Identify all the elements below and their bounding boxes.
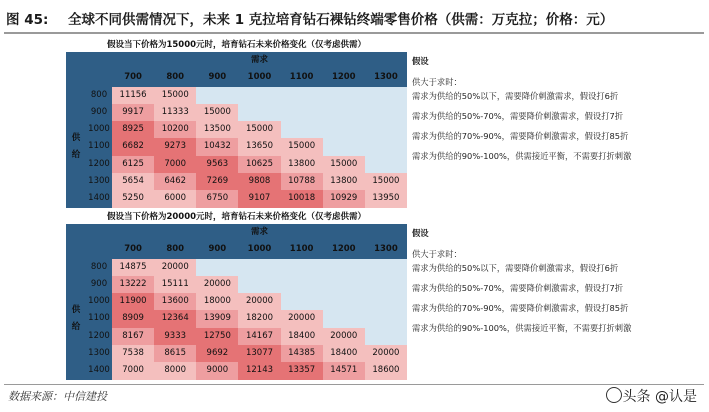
empty-cell [365, 87, 407, 104]
empty-cell [365, 259, 407, 276]
price-cell: 9808 [238, 173, 280, 190]
empty-cell [196, 259, 238, 276]
demand-column-header: 700 [112, 69, 154, 86]
empty-cell [238, 87, 280, 104]
top-note-line: 需求为供给的90%-100%，供需接近平衡，不需要打折刺激 [412, 151, 632, 161]
empty-cell [281, 259, 323, 276]
price-cell: 14167 [238, 328, 280, 345]
price-cell: 6750 [196, 190, 238, 207]
matrix-corner [66, 52, 112, 69]
empty-cell [238, 276, 280, 293]
price-cell: 15000 [281, 138, 323, 155]
matrix-corner [66, 224, 112, 241]
title-divider [4, 32, 704, 34]
demand-column-header: 1200 [323, 241, 365, 258]
price-cell: 13800 [281, 156, 323, 173]
price-cell: 13222 [112, 276, 154, 293]
demand-column-header: 900 [196, 69, 238, 86]
empty-cell [323, 310, 365, 327]
price-cell: 15000 [196, 104, 238, 121]
top-assumption-notes [412, 55, 707, 170]
top-note-line: 需求为供给的50%-70%，需要降价刺激需求，假设打7折 [412, 111, 624, 121]
price-cell: 20000 [323, 328, 365, 345]
supply-row-header: 900 [86, 276, 112, 293]
empty-cell [323, 259, 365, 276]
supply-row-header: 1000 [86, 293, 112, 310]
price-cell: 9107 [238, 190, 280, 207]
price-cell: 9333 [154, 328, 196, 345]
empty-cell [238, 259, 280, 276]
price-cell: 18200 [238, 310, 280, 327]
matrix-corner [66, 69, 112, 86]
price-cell: 15000 [365, 173, 407, 190]
top-price-matrix [66, 38, 407, 208]
empty-cell [323, 104, 365, 121]
empty-cell [365, 328, 407, 345]
figure-label: 图 45: [6, 12, 49, 28]
demand-column-header: 1100 [281, 69, 323, 86]
figure-title [6, 8, 613, 28]
demand-column-header: 1300 [365, 241, 407, 258]
supply-axis-label: 供 给 [66, 259, 86, 380]
empty-cell [323, 121, 365, 138]
demand-column-header: 700 [112, 241, 154, 258]
bottom-note-line: 需求为供给的90%-100%，供需接近平衡，不需要打折刺激 [412, 323, 632, 333]
watermark [606, 386, 697, 406]
empty-cell [323, 276, 365, 293]
bottom-matrix-heading: 假设当下价格为20000元时，培育钻石未来价格变化（仅考虑供需） [106, 212, 367, 222]
supply-axis-label: 供 给 [66, 87, 86, 208]
supply-row-header: 1200 [86, 328, 112, 345]
watermark-logo-icon [606, 387, 622, 403]
price-cell: 13500 [196, 121, 238, 138]
empty-cell [238, 104, 280, 121]
price-cell: 10432 [196, 138, 238, 155]
price-cell: 10788 [281, 173, 323, 190]
supply-row-header: 800 [86, 87, 112, 104]
price-cell: 20000 [238, 293, 280, 310]
price-cell: 10200 [154, 121, 196, 138]
bottom-note-line: 需求为供给的50%以下，需要降价刺激需求，假设打6折 [412, 263, 619, 273]
price-cell: 7538 [112, 345, 154, 362]
price-cell: 15000 [238, 121, 280, 138]
price-cell: 8615 [154, 345, 196, 362]
price-cell: 13650 [238, 138, 280, 155]
empty-cell [323, 138, 365, 155]
price-cell: 6462 [154, 173, 196, 190]
supply-row-header: 1100 [86, 310, 112, 327]
price-cell: 6682 [112, 138, 154, 155]
price-cell: 7000 [154, 156, 196, 173]
top-matrix-table [66, 52, 407, 208]
price-cell: 11900 [112, 293, 154, 310]
price-cell: 20000 [196, 276, 238, 293]
supply-row-header: 800 [86, 259, 112, 276]
matrix-corner [66, 241, 112, 258]
bottom-notes-intro: 供大于求时： [412, 249, 462, 259]
top-note-line: 需求为供给的50%以下，需要降价刺激需求，假设打6折 [412, 91, 619, 101]
price-cell: 14571 [323, 362, 365, 379]
price-cell: 18600 [365, 362, 407, 379]
price-cell: 14875 [112, 259, 154, 276]
supply-row-header: 1000 [86, 121, 112, 138]
demand-axis-label: 需求 [112, 52, 407, 69]
price-cell: 13600 [154, 293, 196, 310]
price-cell: 5654 [112, 173, 154, 190]
price-cell: 14385 [281, 345, 323, 362]
bottom-notes-title: 假设 [412, 228, 429, 238]
price-cell: 8167 [112, 328, 154, 345]
demand-axis-label: 需求 [112, 224, 407, 241]
price-cell: 18000 [196, 293, 238, 310]
bottom-price-matrix [66, 210, 407, 380]
top-note-line: 需求为供给的70%-90%，需要降价刺激需求，假设打85折 [412, 131, 629, 141]
empty-cell [365, 276, 407, 293]
price-cell: 15111 [154, 276, 196, 293]
empty-cell [365, 293, 407, 310]
bottom-note-line: 需求为供给的50%-70%，需要降价刺激需求，假设打7折 [412, 283, 624, 293]
price-cell: 20000 [281, 310, 323, 327]
figure-title-text: 全球不同供需情况下，未来 1 克拉培育钻石裸钻终端零售价格（供需：万克拉；价格：元） [68, 12, 614, 28]
price-cell: 13909 [196, 310, 238, 327]
demand-column-header: 1300 [365, 69, 407, 86]
price-cell: 6000 [154, 190, 196, 207]
bottom-matrix-table [66, 224, 407, 380]
price-cell: 5250 [112, 190, 154, 207]
top-notes-title: 假设 [412, 56, 429, 66]
supply-row-header: 900 [86, 104, 112, 121]
bottom-assumption-notes [412, 227, 707, 342]
data-source: 数据来源：中信建投 [8, 390, 107, 403]
empty-cell [323, 293, 365, 310]
demand-column-header: 1100 [281, 241, 323, 258]
demand-column-header: 900 [196, 241, 238, 258]
price-cell: 13357 [281, 362, 323, 379]
price-cell: 9273 [154, 138, 196, 155]
top-notes-intro: 供大于求时： [412, 77, 462, 87]
price-cell: 6125 [112, 156, 154, 173]
price-cell: 13950 [365, 190, 407, 207]
price-cell: 9917 [112, 104, 154, 121]
price-cell: 18400 [323, 345, 365, 362]
price-cell: 9563 [196, 156, 238, 173]
price-cell: 12750 [196, 328, 238, 345]
empty-cell [281, 121, 323, 138]
price-cell: 20000 [154, 259, 196, 276]
price-cell: 7000 [112, 362, 154, 379]
empty-cell [281, 293, 323, 310]
footer-divider [4, 384, 704, 385]
price-cell: 8925 [112, 121, 154, 138]
price-cell: 13077 [238, 345, 280, 362]
supply-row-header: 1400 [86, 190, 112, 207]
demand-column-header: 1000 [238, 69, 280, 86]
supply-row-header: 1100 [86, 138, 112, 155]
price-cell: 9692 [196, 345, 238, 362]
price-cell: 7269 [196, 173, 238, 190]
empty-cell [281, 104, 323, 121]
empty-cell [365, 310, 407, 327]
price-cell: 13800 [323, 173, 365, 190]
demand-column-header: 800 [154, 241, 196, 258]
empty-cell [281, 276, 323, 293]
empty-cell [365, 156, 407, 173]
empty-cell [281, 87, 323, 104]
price-cell: 8909 [112, 310, 154, 327]
top-matrix-heading: 假设当下价格为15000元时，培育钻石未来价格变化（仅考虑供需） [106, 40, 367, 50]
empty-cell [365, 121, 407, 138]
supply-row-header: 1400 [86, 362, 112, 379]
empty-cell [365, 138, 407, 155]
supply-row-header: 1300 [86, 345, 112, 362]
empty-cell [323, 87, 365, 104]
demand-column-header: 1000 [238, 241, 280, 258]
price-cell: 18400 [281, 328, 323, 345]
demand-column-header: 1200 [323, 69, 365, 86]
empty-cell [196, 87, 238, 104]
supply-row-header: 1200 [86, 156, 112, 173]
price-cell: 12364 [154, 310, 196, 327]
price-cell: 15000 [154, 87, 196, 104]
price-cell: 12143 [238, 362, 280, 379]
price-cell: 8000 [154, 362, 196, 379]
empty-cell [365, 104, 407, 121]
price-cell: 15000 [323, 156, 365, 173]
watermark-text: 头条 @认是 [622, 389, 697, 405]
supply-row-header: 1300 [86, 173, 112, 190]
price-cell: 10929 [323, 190, 365, 207]
price-cell: 20000 [365, 345, 407, 362]
price-cell: 11333 [154, 104, 196, 121]
price-cell: 9000 [196, 362, 238, 379]
price-cell: 10625 [238, 156, 280, 173]
price-cell: 11156 [112, 87, 154, 104]
price-cell: 10018 [281, 190, 323, 207]
bottom-note-line: 需求为供给的70%-90%，需要降价刺激需求，假设打85折 [412, 303, 629, 313]
demand-column-header: 800 [154, 69, 196, 86]
